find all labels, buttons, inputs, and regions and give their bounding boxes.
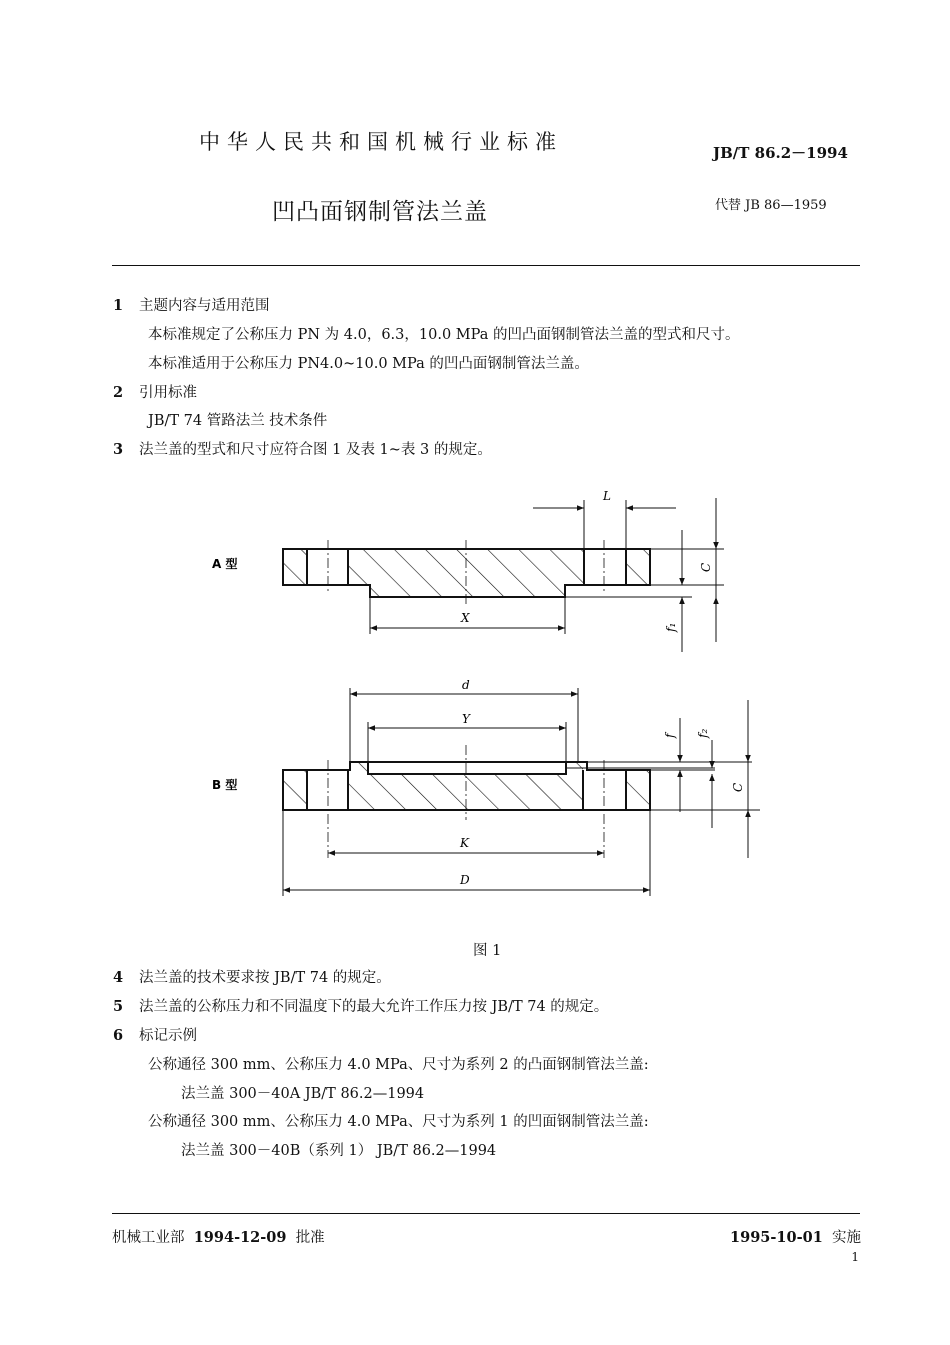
dim-label-f1: f₁ xyxy=(664,622,678,632)
figure-caption: 图 1 xyxy=(473,943,502,959)
dim-label-X: X xyxy=(461,611,470,625)
approval-info: 机械工业部 1994-12-09 批准 xyxy=(112,1229,325,1246)
type-b-label: B 型 xyxy=(212,778,238,792)
effective-info: 1995-10-01 实施 xyxy=(730,1229,861,1246)
replaces-note: 代替 JB 86—1959 xyxy=(715,198,827,213)
page-number: 1 xyxy=(851,1250,859,1264)
section-5-heading: 5 法兰盖的公称压力和不同温度下的最大允许工作压力按 JB/T 74 的规定。 xyxy=(113,998,609,1015)
document-title: 凹凸面钢制管法兰盖 xyxy=(272,199,488,225)
example-1-description: 公称通径 300 mm、公称压力 4.0 MPa、尺寸为系列 2 的凸面钢制管法兰盖: xyxy=(148,1057,649,1073)
dim-label-D: D xyxy=(460,873,470,887)
dim-label-C-a: C xyxy=(699,562,713,572)
dim-label-Y: Y xyxy=(462,712,470,726)
section-1-heading: 1 主题内容与适用范围 xyxy=(113,297,270,314)
dim-label-f: f xyxy=(663,733,677,738)
dim-label-f2: f₂ xyxy=(696,728,710,738)
example-2-marking: 法兰盖 300－40B（系列 1） JB/T 86.2—1994 xyxy=(181,1143,497,1159)
issuing-organization: 中华人民共和国机械行业标准 xyxy=(199,130,563,154)
standard-number: JB/T 86.2－1994 xyxy=(713,144,848,162)
dim-label-L: L xyxy=(603,489,611,503)
section-1-line-1: 本标准规定了公称压力 PN 为 4.0，6.3，10.0 MPa 的凹凸面钢制管法兰盖的型式和尺寸。 xyxy=(148,327,740,343)
section-3-heading: 3 法兰盖的型式和尺寸应符合图 1 及表 1~表 3 的规定。 xyxy=(113,441,492,458)
section-2-line-1: JB/T 74 管路法兰 技术条件 xyxy=(148,413,328,429)
type-a-section xyxy=(283,549,650,597)
section-2-heading: 2 引用标准 xyxy=(113,384,197,401)
section-4-heading: 4 法兰盖的技术要求按 JB/T 74 的规定。 xyxy=(113,969,391,986)
example-2-description: 公称通径 300 mm、公称压力 4.0 MPa、尺寸为系列 1 的凹面钢制管法兰盖: xyxy=(148,1114,649,1130)
example-1-marking: 法兰盖 300－40A JB/T 86.2—1994 xyxy=(181,1086,425,1102)
footer-divider xyxy=(112,1213,860,1214)
section-1-line-2: 本标准适用于公称压力 PN4.0~10.0 MPa 的凹凸面钢制管法兰盖。 xyxy=(148,356,589,372)
dim-label-C-b: C xyxy=(731,782,745,792)
type-b-section xyxy=(283,762,650,810)
type-a-label: A 型 xyxy=(212,557,238,571)
section-6-heading: 6 标记示例 xyxy=(113,1027,197,1044)
dim-label-K: K xyxy=(460,836,469,850)
dim-label-d: d xyxy=(462,678,470,692)
